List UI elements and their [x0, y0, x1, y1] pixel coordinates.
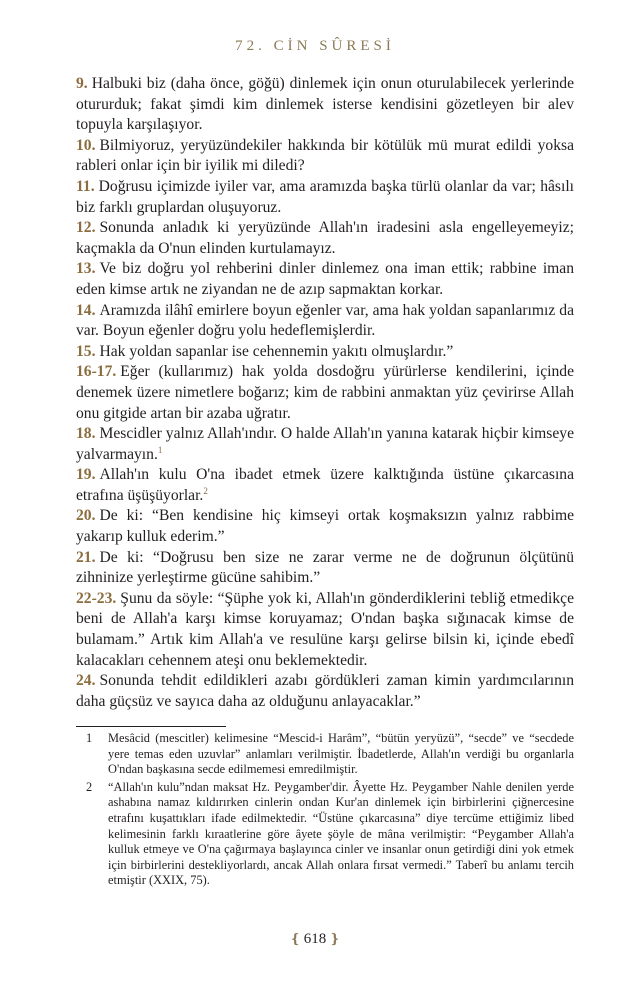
- verse-text: Ve biz doğru yol rehberini dinler dinlemez ona iman ettik; rabbine iman eden kimse artık ne ziyandan ne de azıp sapmaktan korkar.: [76, 260, 574, 298]
- footnote-rule: [76, 726, 226, 727]
- verse-number: 18.: [76, 425, 96, 443]
- verse: [76, 259, 574, 300]
- verse-text: Bilmiyoruz, yeryüzündekiler hakkında bir kötülük mü murat edildi yoksa rableri onlar için bir iyilik mi diledi?: [76, 136, 574, 175]
- verse: [76, 506, 574, 547]
- page-number-text: 618: [303, 931, 327, 947]
- verse-text: Aramızda ilâhî emirlere boyun eğenler var, ama hak yoldan sapanlarımız da var. Boyun eğenler doğru yolu hedeflemişlerdir.: [76, 301, 574, 340]
- verse-number: 15.: [76, 342, 96, 360]
- verse: [76, 465, 574, 506]
- footnote: [76, 731, 574, 778]
- verse-text: Şunu da söyle: “Şüphe yok ki, Allah'ın gönderdiklerini tebliğ etmedikçe beni de Allah'a karşı kimse koruyamaz; O'ndan başka sığınacak kimse de bulamam.” Artık kim Allah'a ve resulüne karşı gelirse bilsin ki, içinde ebedî kalacakları cehennem ateşi onu beklemektedir.: [76, 589, 574, 669]
- verse: [76, 671, 574, 712]
- verse-text: Halbuki biz (daha önce, göğü) dinlemek için onun oturulabilecek yerlerinde otururduk; fakat şimdi kim dinlemek isterse kendisini gözetleyen bir alev topuyla karşılaşıyor.: [76, 75, 574, 134]
- verse-number: 13.: [76, 260, 96, 278]
- right-ornament-icon: ❵: [329, 931, 341, 946]
- footnote-ref[interactable]: 2: [203, 485, 208, 496]
- verse: [76, 589, 574, 671]
- verse-number: 21.: [76, 548, 96, 566]
- footnote-text: Mesâcid (mescitler) kelimesine “Mescid-i Harâm”, “bütün yeryüzü”, “secde” ve “secdede yere temas eden uzuvlar” anlamları verilmiştir. İbadetlerde, Allah'ın verdiği bu organlarla O'ndan başkasına secde edilmemesi emredilmiştir.: [108, 731, 574, 777]
- footnote-text: “Allah'ın kulu”ndan maksat Hz. Peygamber'dir. Âyette Hz. Peygamber Nahle denilen yerde ashabına namaz kıldırırken cinlerin ondan Kur'an dinlemek için birbirlerini çiğnercesine etrafını kuşattıkları ifade edilmektedir. “Üstüne çıkarcasına” diye tercüme ettiğimiz libed kelimesinin farklı kıraatlerine göre âyete şöyle de mâna verilmiştir: “Peygamber Allah'a kulluk etmeye ve O'na çağırmaya başlayınca cinler ve insanlar onun getirdiği dini yok etmek için birbirlerini destekliyorlardı, ancak Allah onlara fırsat vermedi.” Taberî bu anlamı tercih etmiştir (XXIX, 75).: [108, 779, 574, 888]
- verse-number: 14.: [76, 301, 96, 319]
- verse-text: Eğer (kullarımız) hak yolda dosdoğru yürürlerse kendilerini, içinde denemek üzere nimetlere boğarız; kim de rabbini anmaktan yüz çevirirse Allah onu gitgide artan bir azaba uğratır.: [76, 363, 574, 422]
- verse-number: 10.: [76, 136, 96, 154]
- verse-number: 11.: [76, 177, 95, 195]
- verse-text: De ki: “Ben kendisine hiç kimseyi ortak koşmaksızın yalnız rabbime yakarıp kulluk ederim.”: [76, 507, 574, 546]
- verse-number: 19.: [76, 466, 96, 484]
- verse: [76, 136, 574, 177]
- verse: [76, 74, 574, 136]
- verse-text: Hak yoldan sapanlar ise cehennemin yakıtı olmuşlardır.”: [99, 342, 454, 360]
- verse-text: Doğrusu içimizde iyiler var, ama aramızda başka türlü olanlar da var; hâsılı biz farklı gruplardan oluşuyoruz.: [76, 177, 574, 216]
- verse-list: [76, 74, 574, 712]
- verse: [76, 177, 574, 218]
- footnote: [76, 780, 574, 889]
- verse: [76, 548, 574, 589]
- verse-number: 24.: [76, 672, 96, 690]
- verse: [76, 424, 574, 465]
- verse: [76, 301, 574, 342]
- verse: [76, 362, 574, 424]
- footnote-number: 1: [86, 731, 93, 745]
- footnote-ref[interactable]: 1: [157, 444, 163, 455]
- running-head: 72. CİN SÛRESİ: [235, 38, 395, 54]
- verse-number: 16-17.: [76, 363, 117, 381]
- verse-text: Mescidler yalnız Allah'ındır. O halde Allah'ın yanına katarak hiçbir kimseye yalvarmayın.: [76, 425, 574, 463]
- verse-text: De ki: “Doğrusu ben size ne zarar verme ne de doğrunun ölçütünü zihninize yerleştirme gücüne sahibim.”: [76, 548, 574, 587]
- verse-text: Allah'ın kulu O'na ibadet etmek üzere kalktığında üstüne çıkarcasına etrafına üşüşüyorlar.: [76, 466, 574, 504]
- page-number: [0, 931, 630, 948]
- verse-number: 12.: [76, 219, 96, 237]
- left-ornament-icon: ❴: [289, 931, 301, 946]
- verse: [76, 342, 574, 363]
- verse: [76, 218, 574, 259]
- footnote-number: 2: [86, 779, 93, 794]
- verse-text: Sonunda anladık ki yeryüzünde Allah'ın iradesini asla engelleyemeyiz; kaçmakla da O'nun elinden kurtulamayız.: [76, 219, 574, 257]
- verse-text: Sonunda tehdit edildikleri azabı gördükleri zaman kimin yardımcılarının daha güçsüz ve sayıca daha az olduğunu anlayacaklar.”: [76, 672, 574, 710]
- verse-number: 20.: [76, 507, 96, 525]
- footnote-list: [76, 731, 574, 891]
- verse-number: 22-23.: [76, 589, 117, 607]
- verse-number: 9.: [76, 75, 88, 92]
